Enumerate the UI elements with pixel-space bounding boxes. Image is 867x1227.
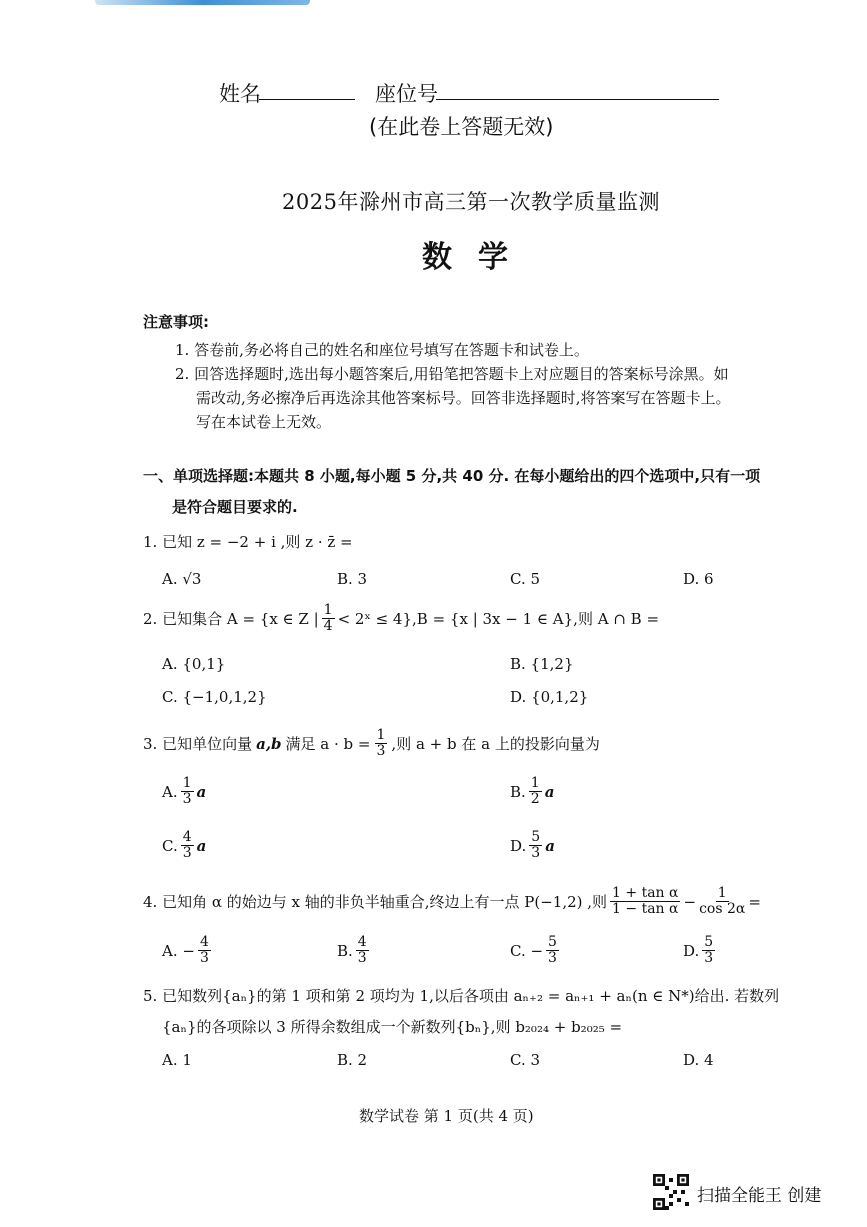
- q3-d-frac: [529, 830, 542, 861]
- q3-b-num: 1: [530, 775, 540, 791]
- name-blank: [259, 99, 355, 100]
- q3-c-label: C.: [162, 836, 178, 855]
- q3-frac-num: 1: [376, 727, 386, 743]
- q3-b-frac: [529, 776, 542, 807]
- name-label: 姓名: [219, 82, 261, 106]
- section-heading-cont: 是符合题目要求的.: [172, 498, 298, 516]
- q1-option-d: D. 6: [683, 570, 714, 588]
- q3-option-b: [510, 776, 554, 807]
- q3-b-den: 2: [530, 791, 540, 807]
- q5-option-b: B. 2: [337, 1051, 368, 1069]
- q3-a-vec: a: [196, 782, 207, 801]
- section-heading: 一、单项选择题:本题共 8 小题,每小题 5 分,共 40 分. 在每小题给出的四个选项中,只有一项: [143, 467, 761, 485]
- q4-stem-pre: 4. 已知角 α 的始边与 x 轴的非负半轴重合,终边上有一点 P(−1,2) ,则: [143, 892, 608, 911]
- q2-stem-pre: 2. 已知集合 A = {x ∈ Z |: [143, 609, 319, 628]
- q4-equals: =: [748, 892, 761, 911]
- q4-b-frac: [356, 935, 369, 966]
- q3-option-d: [510, 830, 555, 861]
- q3-a-frac: [181, 776, 194, 807]
- q3-frac: [375, 728, 388, 759]
- note-item-2-end: 写在本试卷上无效。: [196, 413, 332, 431]
- q3-frac-den: 3: [376, 743, 386, 759]
- q4-a-label: A. −: [162, 941, 195, 960]
- q4-a-frac: [198, 935, 211, 966]
- q3-d-num: 5: [531, 829, 541, 845]
- q3-b-vec: a: [544, 782, 555, 801]
- q3-option-a: [162, 776, 206, 807]
- q3-b-label: B.: [510, 782, 526, 801]
- q3-a-num: 1: [182, 775, 192, 791]
- q4-minus: −: [683, 892, 697, 911]
- q3-c-frac: [181, 830, 194, 861]
- q2-frac-num: 1: [323, 602, 333, 618]
- q5-option-d: D. 4: [683, 1051, 714, 1069]
- q3-a-label: A.: [162, 782, 178, 801]
- seat-label: 座位号: [375, 82, 438, 106]
- q4-frac-1-num: 1 + tan α: [612, 885, 679, 901]
- q3-stem: [143, 728, 600, 759]
- qr-code-icon: [653, 1174, 689, 1210]
- q4-b-num: 4: [357, 934, 367, 950]
- q4-b-label: B.: [337, 941, 353, 960]
- q2-option-c: C. {−1,0,1,2}: [162, 688, 267, 706]
- q3-stem-post: ,则 a + b 在 a 上的投影向量为: [391, 734, 600, 753]
- q4-option-a: [162, 935, 211, 966]
- q2-stem-post: < 2ˣ ≤ 4},B = {x | 3x − 1 ∈ A},则 A ∩ B =: [337, 609, 660, 628]
- q3-c-vec: a: [196, 836, 207, 855]
- q4-d-den: 3: [704, 950, 714, 966]
- q4-option-b: [337, 935, 369, 966]
- note-item-2-cont: 需改动,务必擦净后再选涂其他答案标号。回答非选择题时,将答案写在答题卡上。: [196, 389, 731, 407]
- q3-stem-pre: 3. 已知单位向量: [143, 734, 253, 753]
- q2-frac: [322, 603, 335, 634]
- q3-a-den: 3: [182, 791, 192, 807]
- q3-option-c: [162, 830, 206, 861]
- invalid-note: (在此卷上答题无效): [369, 115, 554, 139]
- q3-c-den: 3: [182, 845, 192, 861]
- q5-option-c: C. 3: [510, 1051, 541, 1069]
- q4-c-den: 3: [548, 950, 557, 966]
- q4-frac-2: [699, 886, 745, 917]
- q4-c-num: 5: [548, 934, 557, 950]
- q4-a-num: 4: [199, 934, 209, 950]
- q3-d-den: 3: [531, 845, 541, 861]
- notes-heading: 注意事项:: [143, 313, 209, 331]
- q2-option-b: B. {1,2}: [510, 655, 574, 673]
- scanner-watermark: 扫描全能王 创建: [697, 1186, 822, 1206]
- q4-frac-2-den: cos 2α: [699, 901, 746, 917]
- q3-stem-mid: 满足 a · b =: [285, 734, 371, 753]
- page-footer: 数学试卷 第 1 页(共 4 页): [359, 1107, 534, 1125]
- q5-stem-line-2: {aₙ}的各项除以 3 所得余数组成一个新数列{bₙ},则 b₂₀₂₄ + b₂₀₂₅ =: [162, 1018, 623, 1036]
- q5-option-a: A. 1: [162, 1051, 192, 1069]
- q4-c-frac: [546, 935, 559, 966]
- q4-stem: [143, 886, 761, 917]
- q4-b-den: 3: [357, 950, 367, 966]
- q4-frac-1-den: 1 − tan α: [612, 901, 679, 917]
- seat-blank: [436, 99, 719, 100]
- q3-d-label: D.: [510, 836, 527, 855]
- top-accent-bar: [95, 0, 310, 5]
- q2-frac-den: 4: [323, 618, 333, 634]
- q1-option-b: B. 3: [337, 570, 368, 588]
- q1-option-c: C. 5: [510, 570, 541, 588]
- q4-d-frac: [702, 935, 715, 966]
- q3-d-vec: a: [545, 836, 555, 855]
- q2-stem: [143, 603, 659, 634]
- q1-stem: 1. 已知 z = −2 + i ,则 z · z̄ =: [143, 533, 353, 551]
- q4-option-c: [510, 935, 559, 966]
- q4-frac-1: [610, 886, 680, 917]
- q4-frac-2-num: 1: [717, 885, 727, 901]
- q4-a-den: 3: [199, 950, 209, 966]
- q4-d-label: D.: [683, 941, 700, 960]
- q4-option-d: [683, 935, 715, 966]
- q2-option-a: A. {0,1}: [162, 655, 226, 673]
- note-item-1: 1. 答卷前,务必将自己的姓名和座位号填写在答题卡和试卷上。: [175, 341, 589, 359]
- exam-title: 2025年滁州市高三第一次教学质量监测: [282, 190, 660, 214]
- subject-title: 数学: [422, 240, 534, 275]
- q2-option-d: D. {0,1,2}: [510, 688, 589, 706]
- q5-stem-line-1: 5. 已知数列{aₙ}的第 1 项和第 2 项均为 1,以后各项由 aₙ₊₂ = aₙ₊₁ + aₙ(n ∈ N*)给出. 若数列: [143, 987, 780, 1005]
- q3-c-num: 4: [182, 829, 192, 845]
- q4-d-num: 5: [704, 934, 714, 950]
- note-item-2: 2. 回答选择题时,选出每小题答案后,用铅笔把答题卡上对应题目的答案标号涂黑。如: [175, 365, 729, 383]
- q4-c-label: C. −: [510, 941, 544, 960]
- q1-option-a: A. √3: [162, 570, 202, 588]
- q3-vectors: a,b: [256, 734, 282, 753]
